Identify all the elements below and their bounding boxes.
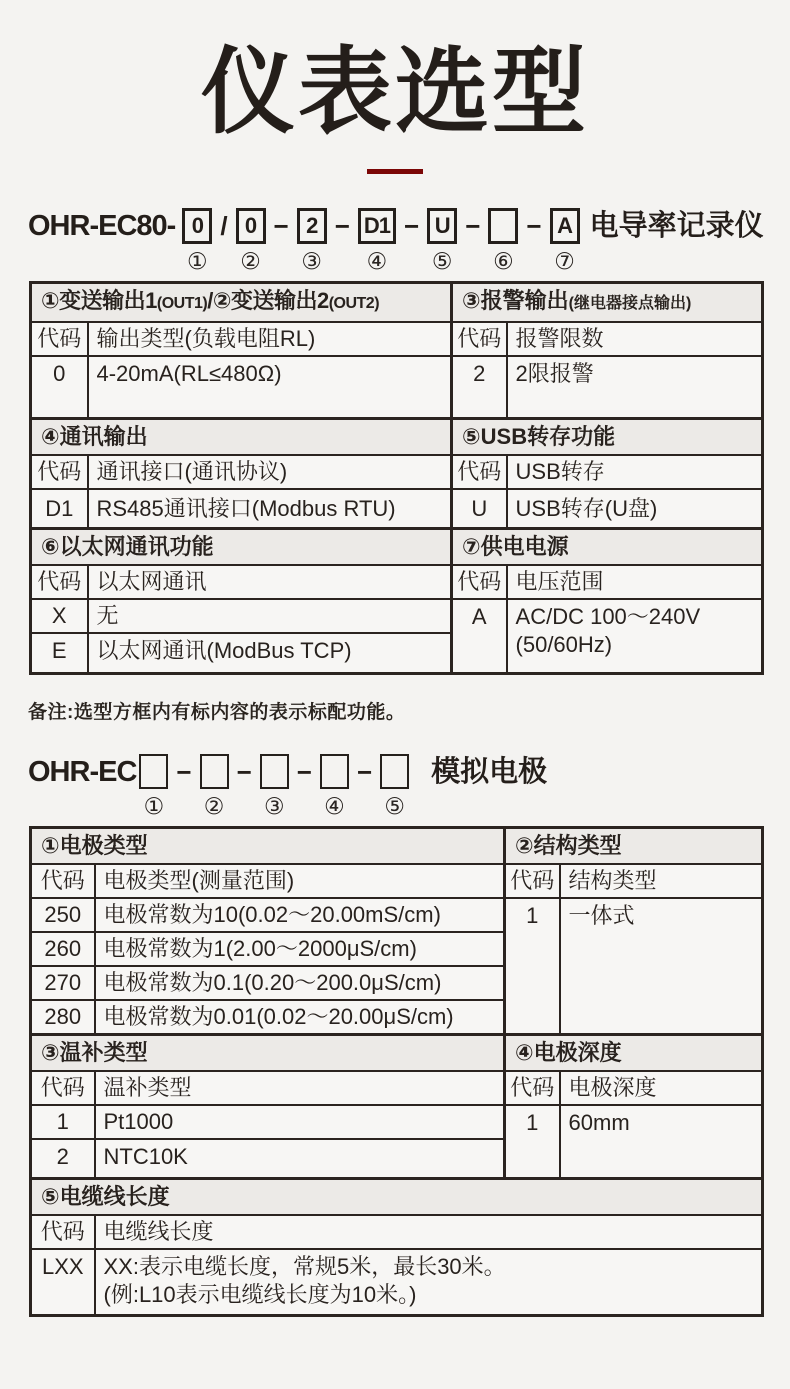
col-header-electrode-type: 电极类型(测量范围) bbox=[95, 864, 505, 898]
cell-code: 1 bbox=[31, 1105, 95, 1139]
cell-value: 4-20mA(RL≤480Ω) bbox=[88, 356, 452, 418]
header-text: ③报警输出 bbox=[462, 288, 569, 314]
table-row bbox=[31, 599, 763, 633]
cell-value: 60mm bbox=[560, 1105, 763, 1179]
column-header-row bbox=[31, 565, 763, 599]
header-text: /②变送输出2 bbox=[207, 288, 329, 314]
section-header-comm-output: ④通讯输出 bbox=[31, 418, 452, 455]
model-marker-3: ③ bbox=[263, 792, 285, 819]
model-segment-1 bbox=[182, 208, 212, 273]
model-segment-5 bbox=[427, 208, 457, 273]
model-segment-3 bbox=[260, 754, 289, 818]
spec-table-comm-usb bbox=[29, 417, 764, 531]
model-separator-dash: − bbox=[526, 211, 542, 242]
col-header-code: 代码 bbox=[452, 322, 507, 356]
model-box-3: 2 bbox=[297, 208, 327, 244]
model-code-line-recorder bbox=[28, 208, 790, 273]
model-separator-dash: − bbox=[334, 211, 350, 242]
model-marker-3: ③ bbox=[301, 248, 323, 275]
section-header-alarm-output bbox=[452, 283, 763, 323]
model-prefix: OHR-EC80- bbox=[28, 210, 176, 243]
col-header-code: 代码 bbox=[505, 1071, 560, 1105]
model-box-4-empty bbox=[320, 754, 349, 789]
table-row bbox=[31, 489, 763, 529]
model-box-1-empty bbox=[139, 754, 168, 789]
model-marker-4: ④ bbox=[366, 248, 388, 275]
cell-code: 1 bbox=[505, 1105, 560, 1179]
model-marker-7: ⑦ bbox=[554, 248, 575, 275]
section-header-row bbox=[31, 283, 763, 323]
model-marker-4: ④ bbox=[324, 792, 345, 819]
model-segment-2 bbox=[236, 208, 266, 273]
cell-code: 260 bbox=[31, 932, 95, 966]
col-header-code: 代码 bbox=[505, 864, 560, 898]
model-separator-slash: / bbox=[220, 211, 228, 242]
col-header-code: 代码 bbox=[31, 455, 88, 489]
voltage-line-1: AC/DC 100～240V bbox=[515, 604, 701, 630]
cell-code: A bbox=[452, 599, 507, 673]
section-header-row bbox=[31, 827, 763, 864]
model-segment-2 bbox=[200, 754, 229, 818]
model-separator-dash: − bbox=[296, 756, 312, 787]
section-header-temp-comp: ③温补类型 bbox=[31, 1034, 505, 1071]
model-box-5: U bbox=[427, 208, 457, 244]
table-row bbox=[31, 1249, 763, 1315]
cell-code: D1 bbox=[31, 489, 88, 529]
column-header-row bbox=[31, 322, 763, 356]
model-marker-2: ② bbox=[203, 792, 225, 819]
cell-value bbox=[507, 599, 763, 673]
spec-table-outputs-alarm bbox=[29, 281, 764, 420]
column-header-row bbox=[31, 1071, 763, 1105]
section-header-ethernet: ⑥以太网通讯功能 bbox=[31, 529, 452, 566]
model-segment-1 bbox=[139, 754, 168, 818]
section-header-row bbox=[31, 1179, 763, 1216]
section-header-structure-type: ②结构类型 bbox=[505, 827, 763, 864]
col-header-code: 代码 bbox=[452, 565, 507, 599]
model-segment-4 bbox=[320, 754, 349, 818]
cell-code: 0 bbox=[31, 356, 88, 418]
section-header-transmit-output bbox=[31, 283, 452, 323]
model-separator-dash: − bbox=[176, 756, 192, 787]
spec-table-tempcomp-depth bbox=[29, 1033, 764, 1181]
cable-length-line-1: XX:表示电缆长度，常规5米，最长30米。 bbox=[103, 1254, 506, 1280]
col-header-code: 代码 bbox=[452, 455, 507, 489]
model-marker-6: ⑥ bbox=[493, 248, 514, 275]
cell-code: E bbox=[31, 633, 88, 673]
cell-code: 270 bbox=[31, 966, 95, 1000]
table-row bbox=[31, 356, 763, 418]
model-separator-dash: − bbox=[465, 211, 481, 242]
cell-code: 1 bbox=[505, 898, 560, 1035]
model-segment-3 bbox=[297, 208, 327, 273]
table-row bbox=[31, 1105, 763, 1139]
cell-code: LXX bbox=[31, 1249, 95, 1315]
cell-value: 一体式 bbox=[560, 898, 763, 1035]
column-header-row bbox=[31, 864, 763, 898]
model-segment-5 bbox=[380, 754, 409, 818]
model-marker-1: ① bbox=[143, 792, 165, 819]
col-header-code: 代码 bbox=[31, 322, 88, 356]
cable-length-line-2: (例:L10表示电缆线长度为10米。) bbox=[103, 1282, 417, 1308]
model-box-2-empty bbox=[200, 754, 229, 789]
section-header-row bbox=[31, 418, 763, 455]
cell-code: 250 bbox=[31, 898, 95, 932]
cell-code: X bbox=[31, 599, 88, 633]
header-text-small: (OUT1) bbox=[156, 295, 208, 313]
spec-table-cable-length bbox=[29, 1177, 764, 1317]
col-header-code: 代码 bbox=[31, 1071, 95, 1105]
col-header-ethernet-comm: 以太网通讯 bbox=[88, 565, 452, 599]
col-header-temp-comp-type: 温补类型 bbox=[95, 1071, 505, 1105]
cell-value: 电极常数为0.1(0.20～200.0μS/cm) bbox=[95, 966, 505, 1000]
cell-value: 无 bbox=[88, 599, 452, 633]
header-text: ①变送输出1 bbox=[41, 288, 157, 314]
spec-table-electrode-structure bbox=[29, 826, 764, 1036]
section-header-cable-length: ⑤电缆线长度 bbox=[31, 1179, 763, 1216]
selection-guide-page bbox=[0, 40, 790, 1389]
section-header-usb-function: ⑤USB转存功能 bbox=[452, 418, 763, 455]
section-header-power-supply: ⑦供电电源 bbox=[452, 529, 763, 566]
model-prefix: OHR-EC bbox=[28, 755, 137, 788]
header-text-small: (继电器接点输出) bbox=[568, 295, 692, 313]
model-segment-4 bbox=[358, 208, 396, 273]
col-header-code: 代码 bbox=[31, 1215, 95, 1249]
col-header-usb-transfer: USB转存 bbox=[507, 455, 763, 489]
cell-code: 280 bbox=[31, 1000, 95, 1035]
section-header-row bbox=[31, 529, 763, 566]
model-box-7: A bbox=[550, 208, 580, 244]
model-segment-6 bbox=[488, 208, 518, 273]
table-row bbox=[31, 898, 763, 932]
header-text-small: (OUT2) bbox=[328, 295, 380, 313]
cell-code: U bbox=[452, 489, 507, 529]
model-box-1: 0 bbox=[182, 208, 212, 244]
column-header-row bbox=[31, 455, 763, 489]
col-header-voltage-range: 电压范围 bbox=[507, 565, 763, 599]
cell-value: USB转存(U盘) bbox=[507, 489, 763, 529]
model-box-4: D1 bbox=[358, 208, 396, 244]
model-separator-dash: − bbox=[356, 756, 373, 787]
section-header-electrode-type: ①电极类型 bbox=[31, 827, 505, 864]
cell-value bbox=[95, 1249, 763, 1315]
voltage-line-2: (50/60Hz) bbox=[515, 632, 613, 658]
cell-value: 2限报警 bbox=[507, 356, 763, 418]
model-marker-5: ⑤ bbox=[384, 792, 405, 819]
model-separator-dash: − bbox=[273, 211, 289, 242]
model-segment-7 bbox=[550, 208, 580, 273]
model-box-3-empty bbox=[260, 754, 289, 789]
model-box-2: 0 bbox=[236, 208, 266, 244]
cell-code: 2 bbox=[452, 356, 507, 418]
model-box-6-empty bbox=[488, 208, 518, 244]
cell-value: 电极常数为1(2.00～2000μS/cm) bbox=[95, 932, 505, 966]
model-suffix-product-name: 模拟电极 bbox=[431, 755, 548, 788]
col-header-output-type: 输出类型(负载电阻RL) bbox=[88, 322, 452, 356]
cell-value: 电极常数为10(0.02～20.00mS/cm) bbox=[95, 898, 505, 932]
cell-value: NTC10K bbox=[95, 1139, 505, 1179]
note-text: 备注:选型方框内有标内容的表示标配功能。 bbox=[28, 701, 406, 723]
model-box-5-empty bbox=[380, 754, 409, 789]
col-header-code: 代码 bbox=[31, 864, 95, 898]
col-header-comm-interface: 通讯接口(通讯协议) bbox=[88, 455, 452, 489]
section-header-electrode-depth: ④电极深度 bbox=[505, 1034, 763, 1071]
spec-table-ethernet-power bbox=[29, 527, 764, 675]
cell-value: 以太网通讯(ModBus TCP) bbox=[88, 633, 452, 673]
cell-value: 电极常数为0.01(0.02～20.00μS/cm) bbox=[95, 1000, 505, 1035]
model-marker-2: ② bbox=[240, 248, 261, 275]
model-suffix-product-name: 电导率记录仪 bbox=[589, 210, 764, 243]
title-underline bbox=[367, 169, 423, 174]
cell-value: RS485通讯接口(Modbus RTU) bbox=[88, 489, 452, 529]
cell-code: 2 bbox=[31, 1139, 95, 1179]
col-header-code: 代码 bbox=[31, 565, 88, 599]
model-separator-dash: − bbox=[236, 756, 252, 787]
col-header-alarm-limit: 报警限数 bbox=[507, 322, 763, 356]
column-header-row bbox=[31, 1215, 763, 1249]
col-header-cable-length: 电缆线长度 bbox=[95, 1215, 763, 1249]
model-marker-1: ① bbox=[187, 248, 208, 275]
model-separator-dash: − bbox=[404, 211, 420, 242]
col-header-structure-type: 结构类型 bbox=[560, 864, 763, 898]
cell-value: Pt1000 bbox=[95, 1105, 505, 1139]
section-header-row bbox=[31, 1034, 763, 1071]
model-code-line-electrode bbox=[28, 754, 790, 818]
model-marker-5: ⑤ bbox=[431, 248, 453, 275]
col-header-depth: 电极深度 bbox=[560, 1071, 763, 1105]
page-title: 仪表选型 bbox=[200, 38, 589, 147]
